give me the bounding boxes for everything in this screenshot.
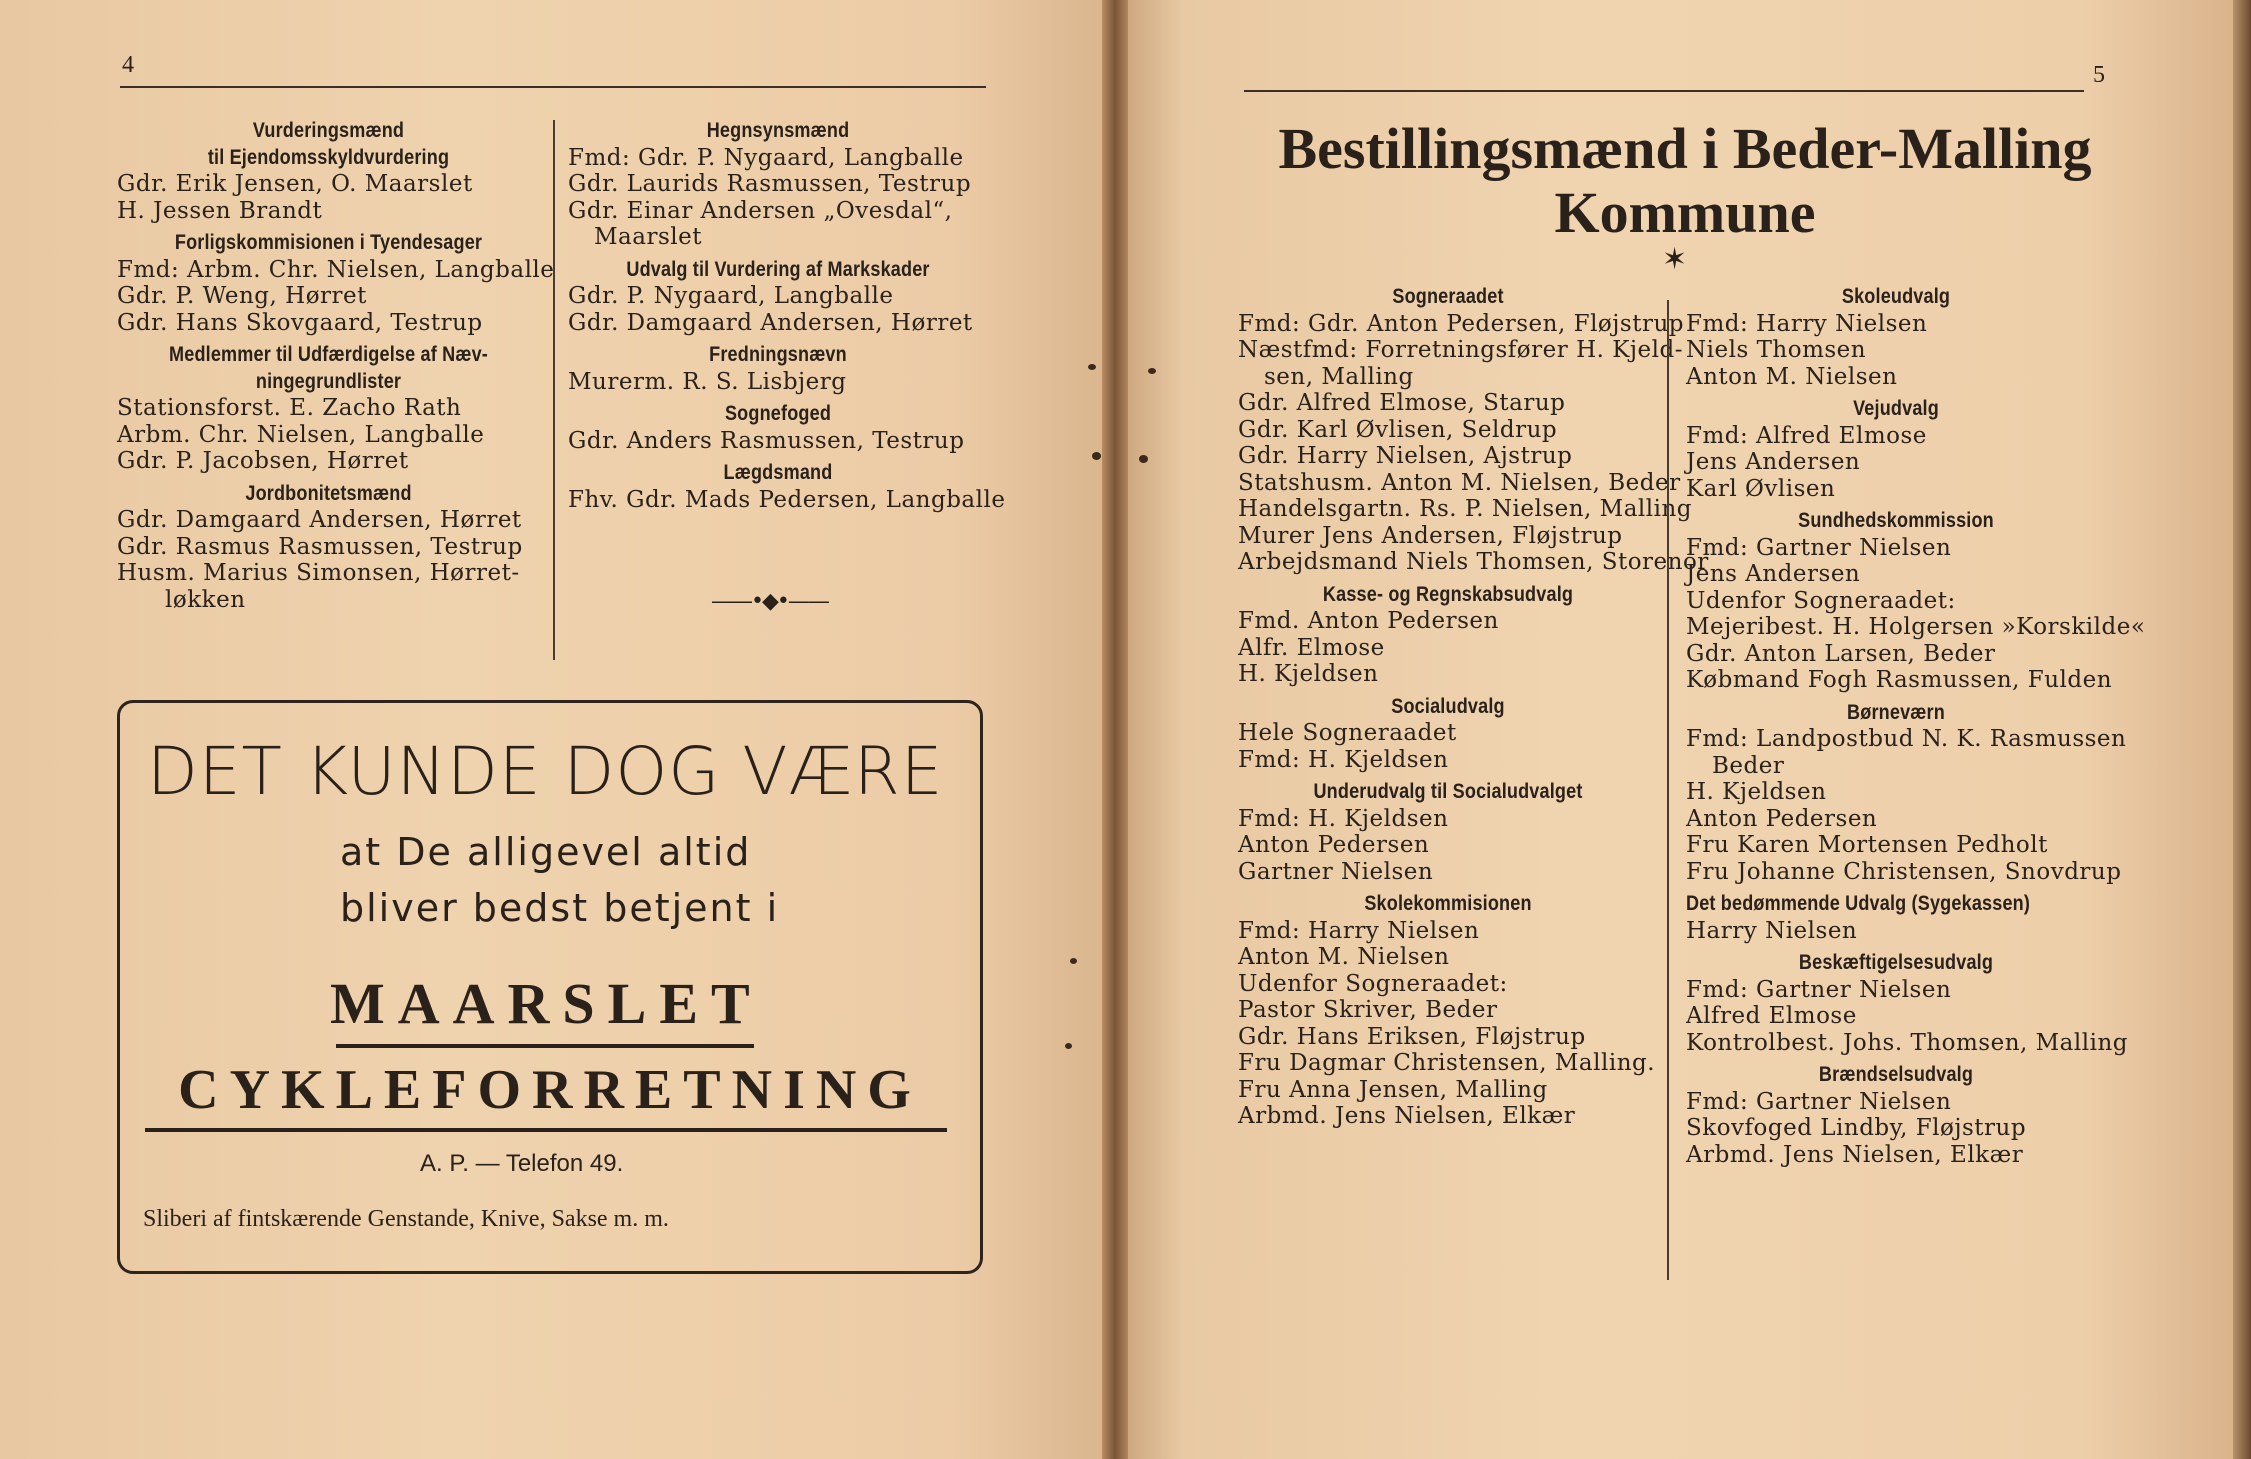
list-item: Fru Karen Mortensen Pedholt	[1686, 832, 2048, 858]
list-item: Gdr. Rasmus Rasmussen, Testrup	[117, 533, 523, 560]
list-item: Gdr. Damgaard Andersen, Hørret	[117, 507, 522, 533]
list-item: Gdr. Erik Jensen, O. Maarslet	[117, 171, 473, 197]
list-item: Fru Anna Jensen, Malling	[1238, 1076, 1548, 1103]
section-heading: Underudvalg til Socialudvalget	[1313, 780, 1583, 803]
list-item: Købmand Fogh Rasmussen, Fulden	[1686, 667, 2113, 693]
list-item: Handelsgartn. Rs. P. Nielsen, Malling	[1238, 496, 1693, 522]
list-item: Niels Thomsen	[1686, 337, 1867, 363]
section-heading: Beskæftigelsesudvalg	[1798, 951, 1994, 974]
page-title-line-2: Kommune	[1554, 180, 1816, 245]
list-item: Gdr. Alfred Elmose, Starup	[1238, 390, 1566, 416]
list-item: Gdr. P. Nygaard, Langballe	[568, 283, 894, 309]
section-heading: Fredningsnævn	[709, 343, 847, 366]
ad-rule-1	[336, 1044, 754, 1048]
list-item: Stationsforst. E. Zacho Rath	[117, 395, 462, 421]
binding-hole	[1070, 958, 1077, 964]
list-item: Fmd. Anton Pedersen	[1238, 608, 1499, 634]
section-heading: Det bedømmende Udvalg (Sygekassen)	[1686, 892, 2031, 915]
column-divider-right	[1667, 300, 1669, 1280]
right-column-2	[1686, 278, 2146, 1168]
list-item: H. Kjeldsen	[1238, 661, 1379, 687]
list-item: Jens Andersen	[1686, 449, 1861, 475]
section-heading: Kasse- og Regnskabsudvalg	[1322, 582, 1574, 606]
list-item: Pastor Skriver, Beder	[1238, 997, 1498, 1023]
page-number-right: 5	[2093, 62, 2105, 88]
section-heading: Lægdsmand	[723, 461, 833, 484]
ornament-divider: ——•◆•——	[711, 589, 828, 614]
section-heading: Vurderingsmænd	[252, 119, 405, 142]
section-heading: til Ejendomsskyldvurdering	[207, 145, 450, 169]
binding-hole	[1139, 455, 1148, 463]
list-item: Statshusm. Anton M. Nielsen, Beder	[1238, 469, 1681, 496]
header-rule-right	[1244, 90, 2084, 92]
binding-hole	[1065, 1043, 1072, 1049]
section-heading: Børneværn	[1847, 700, 1945, 724]
list-item: sen, Malling	[1264, 363, 1414, 390]
list-item: Gdr. P. Weng, Hørret	[117, 283, 367, 309]
list-item: Anton M. Nielsen	[1686, 363, 1898, 390]
list-item: Gdr. Hans Eriksen, Fløjstrup	[1238, 1023, 1586, 1050]
list-item: Fmd: Gdr. Anton Pedersen, Fløjstrup	[1238, 310, 1684, 337]
list-item: Arbmd. Jens Nielsen, Elkær	[1686, 1141, 2024, 1168]
list-item: Gdr. Laurids Rasmussen, Testrup	[568, 171, 972, 197]
section-heading: Sogneraadet	[1392, 285, 1504, 308]
ad-headline: DET KUNDE DOG VÆRE	[147, 733, 944, 810]
list-item: Alfr. Elmose	[1238, 634, 1385, 661]
list-item: Anton Pedersen	[1686, 805, 1878, 832]
list-item: Beder	[1712, 752, 1785, 779]
ad-footer: Sliberi af fintskærende Genstande, Knive, Sakse m. m.	[143, 1206, 669, 1232]
list-item: Næstfmd: Forretningsfører H. Kjeld-	[1238, 337, 1684, 363]
list-item: Fmd: Gartner Nielsen	[1686, 976, 1952, 1003]
list-item: Udenfor Sogneraadet:	[1686, 587, 1956, 614]
ad-contact: A. P. — Telefon 49.	[420, 1150, 624, 1177]
list-item: Gartner Nielsen	[1238, 858, 1434, 885]
list-item: Fmd: Gartner Nielsen	[1686, 1088, 1952, 1115]
binding-hole	[1088, 364, 1096, 370]
list-item: Fmd: Harry Nielsen	[1686, 310, 1928, 337]
section-heading: Skolekommisionen	[1364, 892, 1532, 915]
list-item: Mejeribest. H. Holgersen »Korskilde«	[1686, 614, 2146, 640]
list-item: Karl Øvlisen	[1686, 475, 1836, 502]
list-item: Gdr. Einar Andersen „Ovesdal“,	[568, 197, 953, 224]
page-number-left: 4	[122, 52, 134, 78]
section-heading: Sundhedskommission	[1798, 509, 1994, 532]
list-item: Gdr. Damgaard Andersen, Hørret	[568, 309, 973, 336]
list-item: Harry Nielsen	[1686, 917, 1858, 944]
list-item: Gdr. Anders Rasmussen, Testrup	[568, 427, 965, 454]
section-heading: ningegrundlister	[255, 369, 402, 393]
list-item: Fmd: Arbm. Chr. Nielsen, Langballe	[117, 256, 555, 283]
section-heading: Vejudvalg	[1853, 397, 1939, 420]
page-title: Bestillingsmænd i Beder-Malling	[1278, 116, 2092, 181]
list-item: Fmd: Landpostbud N. K. Rasmussen	[1686, 726, 2127, 752]
list-item: Arbmd. Jens Nielsen, Elkær	[1238, 1103, 1576, 1129]
list-item: Gdr. Anton Larsen, Beder	[1686, 640, 1996, 667]
list-item: Murer Jens Andersen, Fløjstrup	[1238, 522, 1623, 549]
ad-line-1: at De alligevel altid	[340, 830, 752, 874]
list-item: Gdr. Hans Skovgaard, Testrup	[117, 309, 483, 336]
section-heading: Udvalg til Vurdering af Markskader	[626, 257, 930, 281]
list-item: Anton Pedersen	[1238, 832, 1430, 858]
section-heading: Hegnsynsmænd	[706, 119, 850, 142]
section-heading: Forligskommisionen i Tyendesager	[174, 231, 483, 254]
list-item: Fmd: Harry Nielsen	[1238, 917, 1480, 944]
list-item: H. Jessen Brandt	[117, 197, 323, 224]
list-item: løkken	[165, 586, 246, 613]
list-item: Udenfor Sogneraadet:	[1238, 970, 1508, 997]
list-item: Gdr. P. Jacobsen, Hørret	[117, 448, 409, 474]
list-item: Gdr. Harry Nielsen, Ajstrup	[1238, 443, 1573, 469]
binding-hole	[1092, 452, 1101, 460]
list-item: Anton M. Nielsen	[1238, 944, 1450, 970]
list-item: Husm. Marius Simonsen, Hørret-	[117, 560, 520, 586]
list-item: Hele Sogneraadet	[1238, 720, 1457, 746]
left-column-2	[568, 112, 1006, 513]
list-item: Kontrolbest. Johs. Thomsen, Malling	[1686, 1029, 2129, 1056]
ad-business-name-2: CYKLEFORRETNING	[178, 1059, 922, 1121]
list-item: Fmd: Gartner Nielsen	[1686, 534, 1952, 561]
list-item: H. Kjeldsen	[1686, 779, 1827, 805]
list-item: Fru Dagmar Christensen, Malling.	[1238, 1050, 1656, 1076]
ad-rule-2	[145, 1128, 947, 1132]
section-heading: Skoleudvalg	[1841, 285, 1951, 308]
list-item: Fmd: H. Kjeldsen	[1238, 746, 1449, 773]
list-item: Fmd: H. Kjeldsen	[1238, 805, 1449, 832]
left-column-1	[117, 112, 555, 613]
list-item: Fmd: Gdr. P. Nygaard, Langballe	[568, 144, 964, 171]
star-ornament: ✶	[1662, 242, 1688, 277]
ad-line-2: bliver bedst betjent i	[340, 886, 780, 930]
list-item: Alfred Elmose	[1686, 1003, 1857, 1029]
list-item: Skovfoged Lindby, Fløjstrup	[1686, 1115, 2027, 1141]
binding-hole	[1148, 368, 1156, 374]
section-heading: Medlemmer til Udfærdigelse af Næv-	[169, 343, 488, 366]
section-heading: Socialudvalg	[1391, 694, 1505, 718]
list-item: Arbm. Chr. Nielsen, Langballe	[117, 421, 485, 448]
list-item: Arbejdsmand Niels Thomsen, Storenor	[1238, 549, 1709, 575]
list-item: Fhv. Gdr. Mads Pedersen, Langballe	[568, 486, 1006, 513]
ad-business-name-1: MAARSLET	[330, 971, 763, 1036]
book-edge	[2233, 0, 2251, 1459]
section-heading: Brændselsudvalg	[1818, 1063, 1974, 1086]
list-item: Maarslet	[594, 224, 702, 250]
list-item: Fmd: Alfred Elmose	[1686, 422, 1927, 449]
right-column-1	[1238, 278, 1709, 1130]
list-item: Fru Johanne Christensen, Snovdrup	[1686, 858, 2122, 885]
list-item: Gdr. Karl Øvlisen, Seldrup	[1238, 416, 1558, 443]
column-divider	[553, 120, 555, 660]
list-item: Jens Andersen	[1686, 561, 1861, 587]
section-heading: Sognefoged	[724, 402, 832, 425]
book-gutter	[1102, 0, 1128, 1459]
list-item: Murerm. R. S. Lisbjerg	[568, 368, 847, 395]
header-rule-left	[120, 86, 986, 88]
section-heading: Jordbonitetsmænd	[245, 481, 412, 505]
